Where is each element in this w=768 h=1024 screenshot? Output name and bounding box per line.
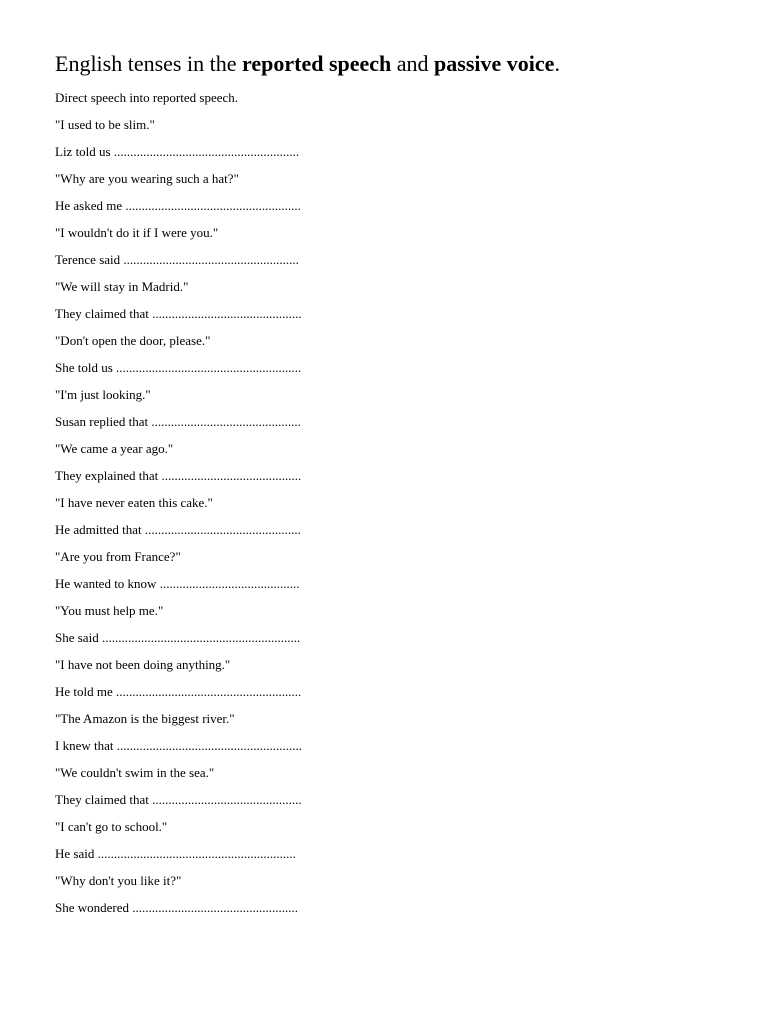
- reported-speech-answer-line: She told us .........................................................: [55, 360, 302, 375]
- reported-speech-answer-line: Terence said ......................................................: [55, 252, 299, 267]
- exercise-item: [55, 278, 302, 332]
- exercise-list: [55, 116, 302, 926]
- reported-speech-answer-line: He wanted to know ...........................................: [55, 576, 300, 591]
- exercise-item: [55, 116, 302, 170]
- exercise-item: [55, 494, 302, 548]
- title-middle: and: [391, 51, 435, 76]
- reported-speech-answer-line: He asked me ......................................................: [55, 198, 301, 213]
- direct-speech-quote: "We couldn't swim in the sea.": [55, 765, 215, 780]
- direct-speech-quote: "Don't open the door, please.": [55, 333, 211, 348]
- reported-speech-answer-line: She said .............................................................: [55, 630, 301, 645]
- reported-speech-answer-line: He told me .........................................................: [55, 684, 302, 699]
- direct-speech-quote: "Are you from France?": [55, 549, 181, 564]
- exercise-item: [55, 170, 302, 224]
- direct-speech-quote: "Why don't you like it?": [55, 873, 182, 888]
- direct-speech-quote: "I'm just looking.": [55, 387, 151, 402]
- direct-speech-quote: "I can't go to school.": [55, 819, 168, 834]
- reported-speech-answer-line: I knew that .........................................................: [55, 738, 302, 753]
- exercise-item: [55, 548, 302, 602]
- reported-speech-answer-line: They claimed that ..............................................: [55, 792, 302, 807]
- exercise-item: [55, 332, 302, 386]
- instruction-text: Direct speech into reported speech.: [55, 90, 239, 105]
- reported-speech-answer-line: They explained that ...........................................: [55, 468, 302, 483]
- direct-speech-quote: "Why are you wearing such a hat?": [55, 171, 239, 186]
- title-suffix: .: [554, 51, 560, 76]
- direct-speech-quote: "You must help me.": [55, 603, 164, 618]
- reported-speech-answer-line: They claimed that ..............................................: [55, 306, 302, 321]
- exercise-item: [55, 656, 302, 710]
- direct-speech-quote: "I wouldn't do it if I were you.": [55, 225, 219, 240]
- reported-speech-answer-line: She wondered ...................................................: [55, 900, 299, 915]
- reported-speech-answer-line: Liz told us .........................................................: [55, 144, 300, 159]
- title-prefix: English tenses in the: [55, 51, 242, 76]
- reported-speech-answer-line: He said .............................................................: [55, 846, 296, 861]
- exercise-item: [55, 872, 302, 926]
- exercise-item: [55, 602, 302, 656]
- page-title: [55, 50, 560, 78]
- exercise-item: [55, 386, 302, 440]
- direct-speech-quote: "We came a year ago.": [55, 441, 174, 456]
- title-emphasis-passive-voice: passive voice: [434, 51, 555, 76]
- exercise-item: [55, 440, 302, 494]
- reported-speech-answer-line: Susan replied that ..............................................: [55, 414, 301, 429]
- direct-speech-quote: "We will stay in Madrid.": [55, 279, 189, 294]
- reported-speech-answer-line: He admitted that ................................................: [55, 522, 301, 537]
- exercise-item: [55, 764, 302, 818]
- exercise-item: [55, 818, 302, 872]
- title-emphasis-reported-speech: reported speech: [241, 51, 392, 76]
- direct-speech-quote: "The Amazon is the biggest river.": [55, 711, 235, 726]
- exercise-item: [55, 224, 302, 278]
- direct-speech-quote: "I used to be slim.": [55, 117, 155, 132]
- direct-speech-quote: "I have not been doing anything.": [55, 657, 231, 672]
- exercise-item: [55, 710, 302, 764]
- direct-speech-quote: "I have never eaten this cake.": [55, 495, 213, 510]
